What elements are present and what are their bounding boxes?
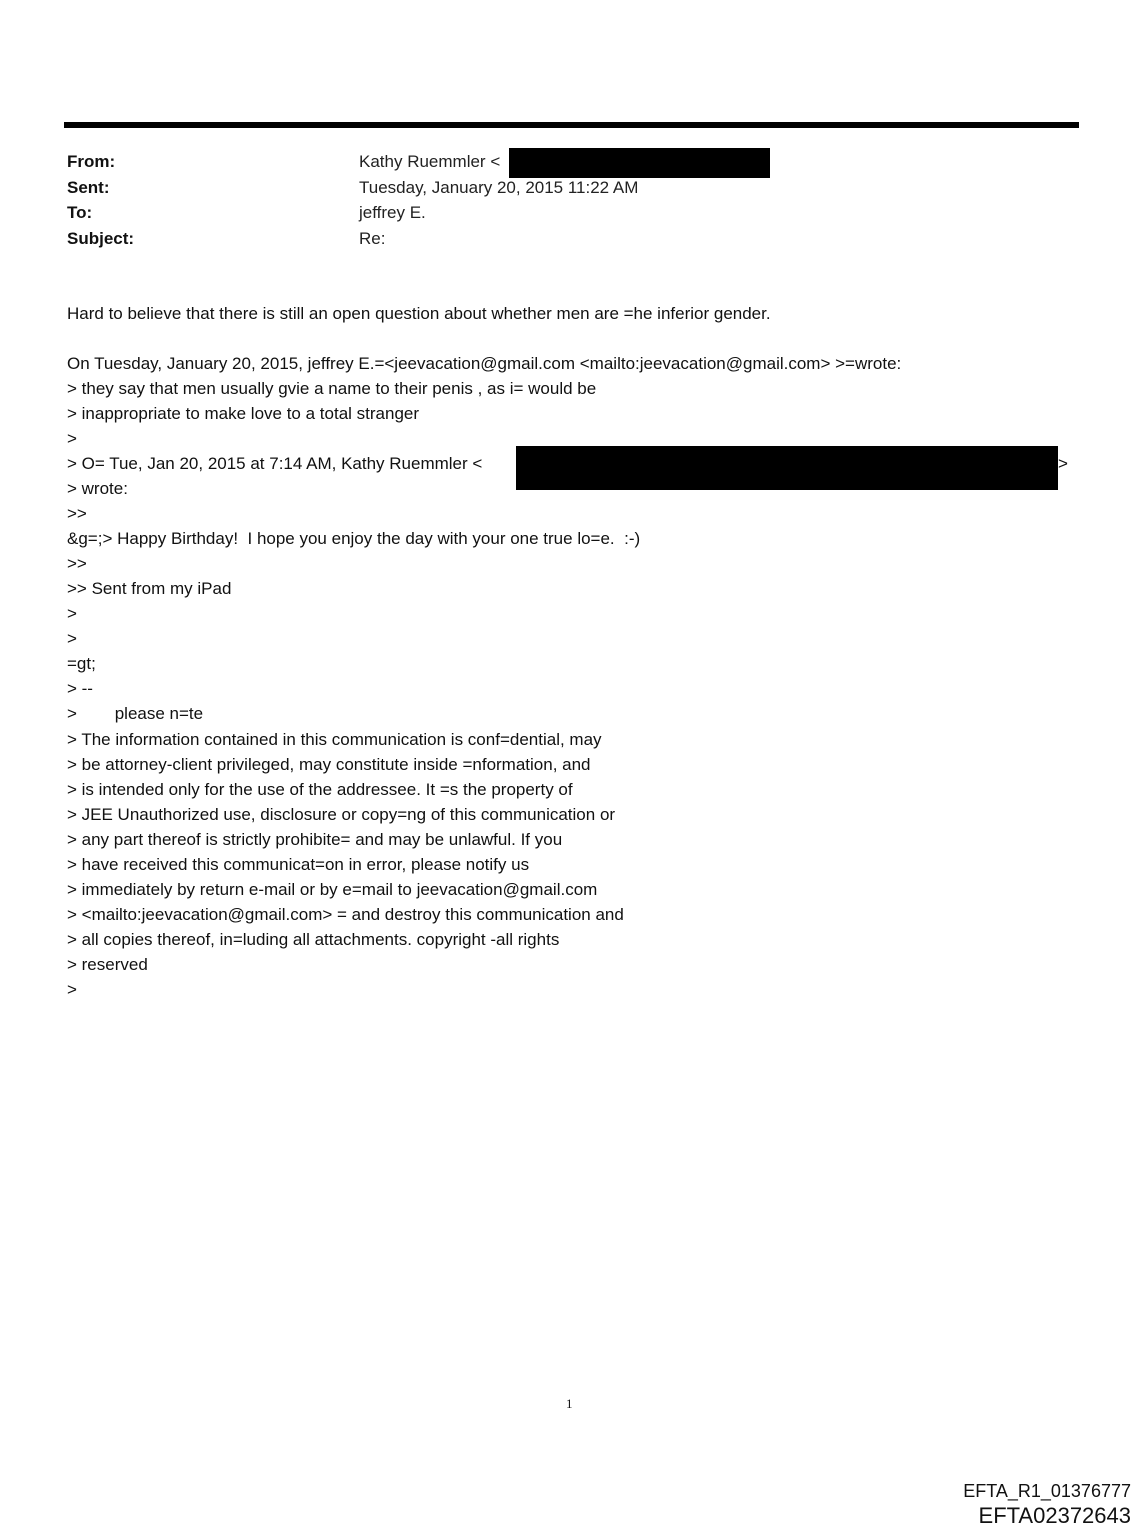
body-line: &g=;> Happy Birthday! I hope you enjoy the day with your one true lo=e. :-) <box>67 529 641 548</box>
body-line: > immediately by return e-mail or by e=mail to jeevacation@gmail.com <box>67 880 598 899</box>
page-number: 1 <box>566 1396 573 1411</box>
body-line: > JEE Unauthorized use, disclosure or copy=ng of this communication or <box>67 805 616 824</box>
body-line: > they say that men usually gvie a name to their penis , as i= would be <box>67 379 597 398</box>
body-line: > have received this communicat=on in error, please notify us <box>67 855 530 874</box>
body-line: > reserved <box>67 955 148 974</box>
body-line: >> <box>67 554 87 573</box>
redaction-tail: > <box>1058 454 1068 473</box>
bates-number-secondary: EFTA02372643 <box>978 1503 1131 1528</box>
body-line: =gt; <box>67 654 96 673</box>
body-line: On Tuesday, January 20, 2015, jeffrey E.=<jeevacation@gmail.com <mailto:jeevacation@gmail.com> >=wrote: <box>67 354 902 373</box>
redaction-box <box>516 446 1058 490</box>
body-line: > <box>67 629 77 648</box>
bates-number-primary: EFTA_R1_01376777 <box>963 1481 1131 1501</box>
body-line: Hard to believe that there is still an open question about whether men are =he inferior gender. <box>67 304 771 323</box>
from-value: Kathy Ruemmler < <box>359 152 501 171</box>
from-label: From: <box>67 152 116 171</box>
to-value: jeffrey E. <box>359 203 426 222</box>
body-line: > <box>67 604 77 623</box>
body-line: > all copies thereof, in=luding all attachments. copyright -all rights <box>67 930 560 949</box>
sent-value: Tuesday, January 20, 2015 11:22 AM <box>359 178 639 197</box>
body-line: >> Sent from my iPad <box>67 579 232 598</box>
body-line: > <mailto:jeevacation@gmail.com> = and destroy this communication and <box>67 905 624 924</box>
body-line: > The information contained in this communication is conf=dential, may <box>67 730 602 749</box>
subject-value: Re: <box>359 229 386 248</box>
body-line: > -- <box>67 679 93 698</box>
body-line: > <box>67 980 77 999</box>
redaction-box <box>509 148 770 178</box>
subject-label: Subject: <box>67 229 135 248</box>
body-line: >> <box>67 504 87 523</box>
sent-label: Sent: <box>67 178 110 197</box>
body-line: > O= Tue, Jan 20, 2015 at 7:14 AM, Kathy Ruemmler < <box>67 454 483 473</box>
body-line: > <box>67 429 77 448</box>
body-line: > please n=te <box>67 704 204 723</box>
body-line: > inappropriate to make love to a total stranger <box>67 404 420 423</box>
body-line: > is intended only for the use of the addressee. It =s the property of <box>67 780 573 799</box>
body-line: > be attorney-client privileged, may constitute inside =nformation, and <box>67 755 591 774</box>
body-line: > wrote: <box>67 479 128 498</box>
body-line: > any part thereof is strictly prohibite= and may be unlawful. If you <box>67 830 563 849</box>
to-label: To: <box>67 203 93 222</box>
header-rule <box>64 122 1079 128</box>
